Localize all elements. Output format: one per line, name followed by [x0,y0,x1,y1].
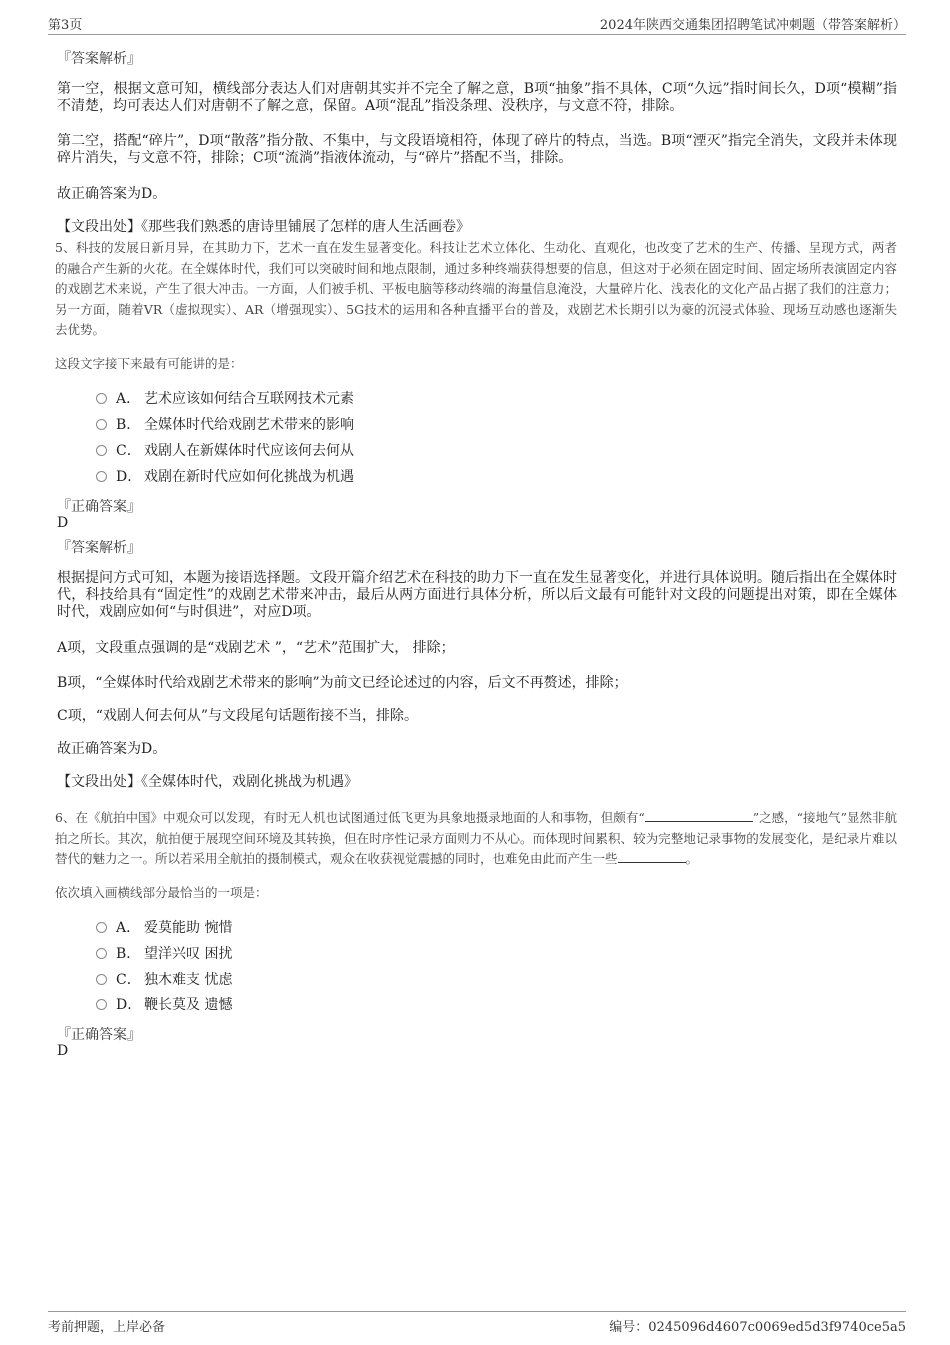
q6-blank-1 [645,808,753,822]
q5-option-a[interactable] [96,389,354,409]
option-text: 望洋兴叹 困扰 [144,946,233,962]
option-letter: B． [116,417,141,433]
q5-analysis-paragraph: 根据提问方式可知，本题为接语选择题。文段开篇介绍艺术在科技的助力下一直在发生显著变化，并进行具体说明。随后指出在全媒体时代，科技给具有“固定性”的戏剧艺术带来冲击，最后从两方面进行具体分析，所以后文最有可能针对文段的问题提出对策，即在全媒体时代，戏剧应如何“与时俱进”，对应D项。 [57,570,897,620]
radio-icon[interactable] [96,471,107,482]
q6-stem-part-2: ”之感，“接地气”显然非航拍之所长。其次，航拍便于展现空间环境及其转换，但在时序性记录方面则力不从心。而体现时间累积、较为完整地记录事物的发展变化，是纪录片难以替代的魅力之一。所以若采用全航拍的摄制模式，观众在收获视觉震撼的同时，也难免由此而产生一些 [55,810,897,866]
radio-icon[interactable] [96,419,107,430]
footer-slogan: 考前押题，上岸必备 [48,1320,166,1335]
option-letter: D． [116,997,142,1013]
q5-analysis-option-b: B项，“全媒体时代给戏剧艺术带来的影响”为前文已经论述过的内容，后文不再赘述，排除； [57,675,628,691]
radio-icon[interactable] [96,393,107,404]
q6-stem [55,808,897,870]
q6-option-d[interactable] [96,995,232,1015]
radio-icon[interactable] [96,948,107,959]
q5-answer: D [57,515,69,531]
q5-analysis-option-c: C项，“戏剧人何去何从”与文段尾句话题衔接不当，排除。 [57,708,419,724]
q6-prompt: 依次填入画横线部分最恰当的一项是： [55,885,268,900]
radio-icon[interactable] [96,974,107,985]
q6-stem-part-1: 6、在《航拍中国》中观众可以发现，有时无人机也试图通过低飞更为具象地摄录地面的人和事物，但颇有“ [55,810,645,825]
option-letter: A． [116,391,141,407]
q5-option-c[interactable] [96,441,354,461]
q4-analysis-label: 『答案解析』 [57,51,141,67]
q5-source: 【文段出处】《全媒体时代，戏剧化挑战为机遇》 [57,774,358,790]
option-text: 鞭长莫及 遗憾 [144,997,233,1013]
page-footer [48,1311,906,1336]
q6-stem-part-3: 。 [685,851,699,866]
q4-source: 【文段出处】《那些我们熟悉的唐诗里铺展了怎样的唐人生活画卷》 [57,219,470,235]
q6-blank-2 [618,849,686,863]
q6-answer-label: 『正确答案』 [57,1027,141,1043]
document-title: 2024年陕西交通集团招聘笔试冲刺题（带答案解析） [599,18,906,33]
q5-conclusion: 故正确答案为D。 [57,741,167,757]
q5-option-d[interactable] [96,467,354,487]
page-header [48,14,906,35]
option-letter: A． [116,920,141,936]
q5-analysis-option-a: A项，文段重点强调的是“戏剧艺术 ”，“艺术”范围扩大， 排除； [57,640,455,656]
option-letter: D． [116,469,142,485]
q5-analysis-label: 『答案解析』 [57,540,141,556]
radio-icon[interactable] [96,445,107,456]
q6-answer: D [57,1043,69,1059]
option-letter: B． [116,946,141,962]
option-text: 全媒体时代给戏剧艺术带来的影响 [144,417,354,433]
option-text: 戏剧人在新媒体时代应该何去何从 [144,443,354,459]
option-text: 戏剧在新时代应如何化挑战为机遇 [144,469,354,485]
q6-option-c[interactable] [96,970,232,990]
option-text: 独木难支 忧虑 [144,972,233,988]
page-number: 第3页 [48,18,83,33]
option-letter: C． [116,972,141,988]
q5-stem: 5、科技的发展日新月异，在其助力下，艺术一直在发生显著变化。科技让艺术立体化、生动化、直观化，也改变了艺术的生产、传播、呈现方式，两者的融合产生新的火花。在全媒体时代，我们可以突破时间和地点限制，通过多种终端获得想要的信息，但这对于必须在固定时间、固定场所表演固定内容的戏剧艺术来说，产生了很大冲击。一方面，人们被手机、平板电脑等移动终端的海量信息淹没，大量碎片化、浅表化的文化产品占据了我们的注意力；另一方面，随着VR（虚拟现实）、AR（增强现实）、5G技术的运用和各种直播平台的普及，戏剧艺术长期引以为豪的沉浸式体验、现场互动感也逐渐失去优势。 [55,240,897,337]
option-letter: C． [116,443,141,459]
q4-analysis-paragraph-2: 第二空，搭配“碎片”，D项“散落”指分散、不集中，与文段语境相符，体现了碎片的特点，当选。B项“湮灭”指完全消失，文段并未体现碎片消失，与文意不符，排除；C项“流淌”指液体流动，与“碎片”搭配不当，排除。 [57,133,897,166]
document-code: 编号：0245096d4607c0069ed5d3f9740ce5a5 [609,1320,906,1335]
q6-option-a[interactable] [96,918,232,938]
q4-conclusion: 故正确答案为D。 [57,186,167,202]
q6-option-b[interactable] [96,944,232,964]
radio-icon[interactable] [96,922,107,933]
q5-answer-label: 『正确答案』 [57,499,141,515]
option-text: 艺术应该如何结合互联网技术元素 [144,391,354,407]
q5-option-b[interactable] [96,415,354,435]
q4-analysis-paragraph-1: 第一空，根据文意可知，横线部分表达人们对唐朝其实并不完全了解之意，B项“抽象”指不具体，C项“久远”指时间长久，D项“模糊”指不清楚，均可表达人们对唐朝不了解之意，保留。A项“混乱”指没条理、没秩序，与文意不符，排除。 [57,81,897,114]
q5-prompt: 这段文字接下来最有可能讲的是： [55,356,243,371]
option-text: 爱莫能助 惋惜 [144,920,233,936]
radio-icon[interactable] [96,999,107,1010]
